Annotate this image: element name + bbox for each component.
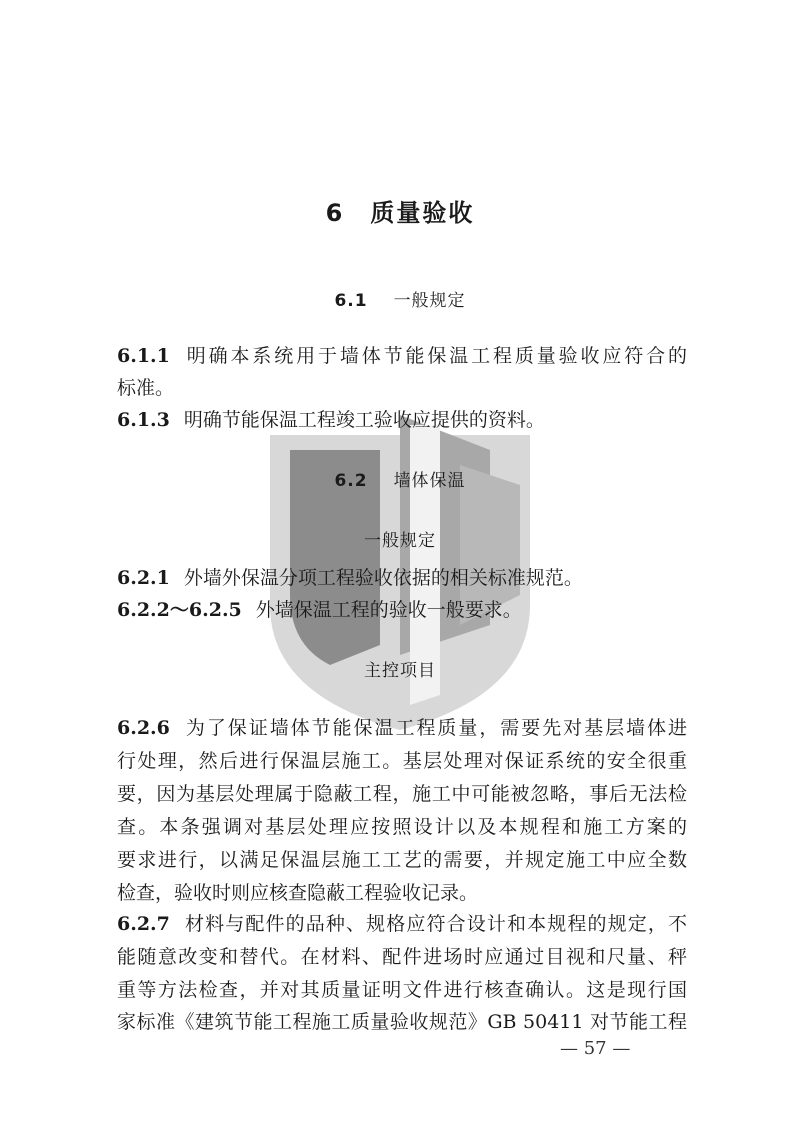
page-number: — 57 —	[560, 1038, 631, 1059]
clause-6-2-6-line: 要求进行，以满足保温层施工工艺的需要，并规定施工中应全数	[117, 849, 687, 871]
clause-6-2-7-line: 6.2.7 材料与配件的品种、规格应符合设计和本规程的规定，不	[117, 913, 687, 935]
clause-6-2-7-line: 能随意改变和替代。在材料、配件进场时应通过目视和尺量、秤	[117, 946, 687, 968]
clause-6-2-7-line: 重等方法检查，并对其质量证明文件进行核查确认。这是现行国	[117, 979, 687, 1001]
clause-6-2-6-line: 要，因为基层处理属于隐蔽工程，施工中可能被忽略，事后无法检	[117, 783, 687, 805]
clause-6-2-6-line: 6.2.6 为了保证墙体节能保温工程质量，需要先对基层墙体进	[117, 717, 687, 739]
section-heading-6-1: 6.1 一般规定	[334, 291, 466, 311]
clause-6-2-6-line: 检查，验收时则应核查隐蔽工程验收记录。	[117, 882, 479, 904]
subheading-general: 一般规定	[364, 531, 436, 551]
clause-6-2-6-line: 行处理，然后进行保温层施工。基层处理对保证系统的安全很重	[117, 750, 687, 772]
clause-6-2-6-line: 查。本条强调对基层处理应按照设计以及本规程和施工方案的	[117, 816, 687, 838]
clause-6-1-1-line: 6.1.1 明确本系统用于墙体节能保温工程质量验收应符合的	[117, 345, 687, 367]
clause-6-2-1-line: 6.2.1 外墙外保温分项工程验收依据的相关标准规范。	[117, 567, 583, 589]
clause-6-2-2-line: 6.2.2～6.2.5 外墙保温工程的验收一般要求。	[117, 599, 522, 621]
section-heading-6-2: 6.2 墙体保温	[334, 471, 466, 491]
watermark-logo	[230, 395, 570, 735]
subheading-main-items: 主控项目	[364, 661, 436, 681]
clause-6-1-1-line: 标准。	[117, 377, 175, 399]
chapter-title: 6 质量验收	[325, 199, 475, 227]
clause-6-1-3-line: 6.1.3 明确节能保温工程竣工验收应提供的资料。	[117, 409, 545, 431]
clause-6-2-7-line: 家标准《建筑节能工程施工质量验收规范》GB 50411 对节能工程	[117, 1011, 687, 1033]
